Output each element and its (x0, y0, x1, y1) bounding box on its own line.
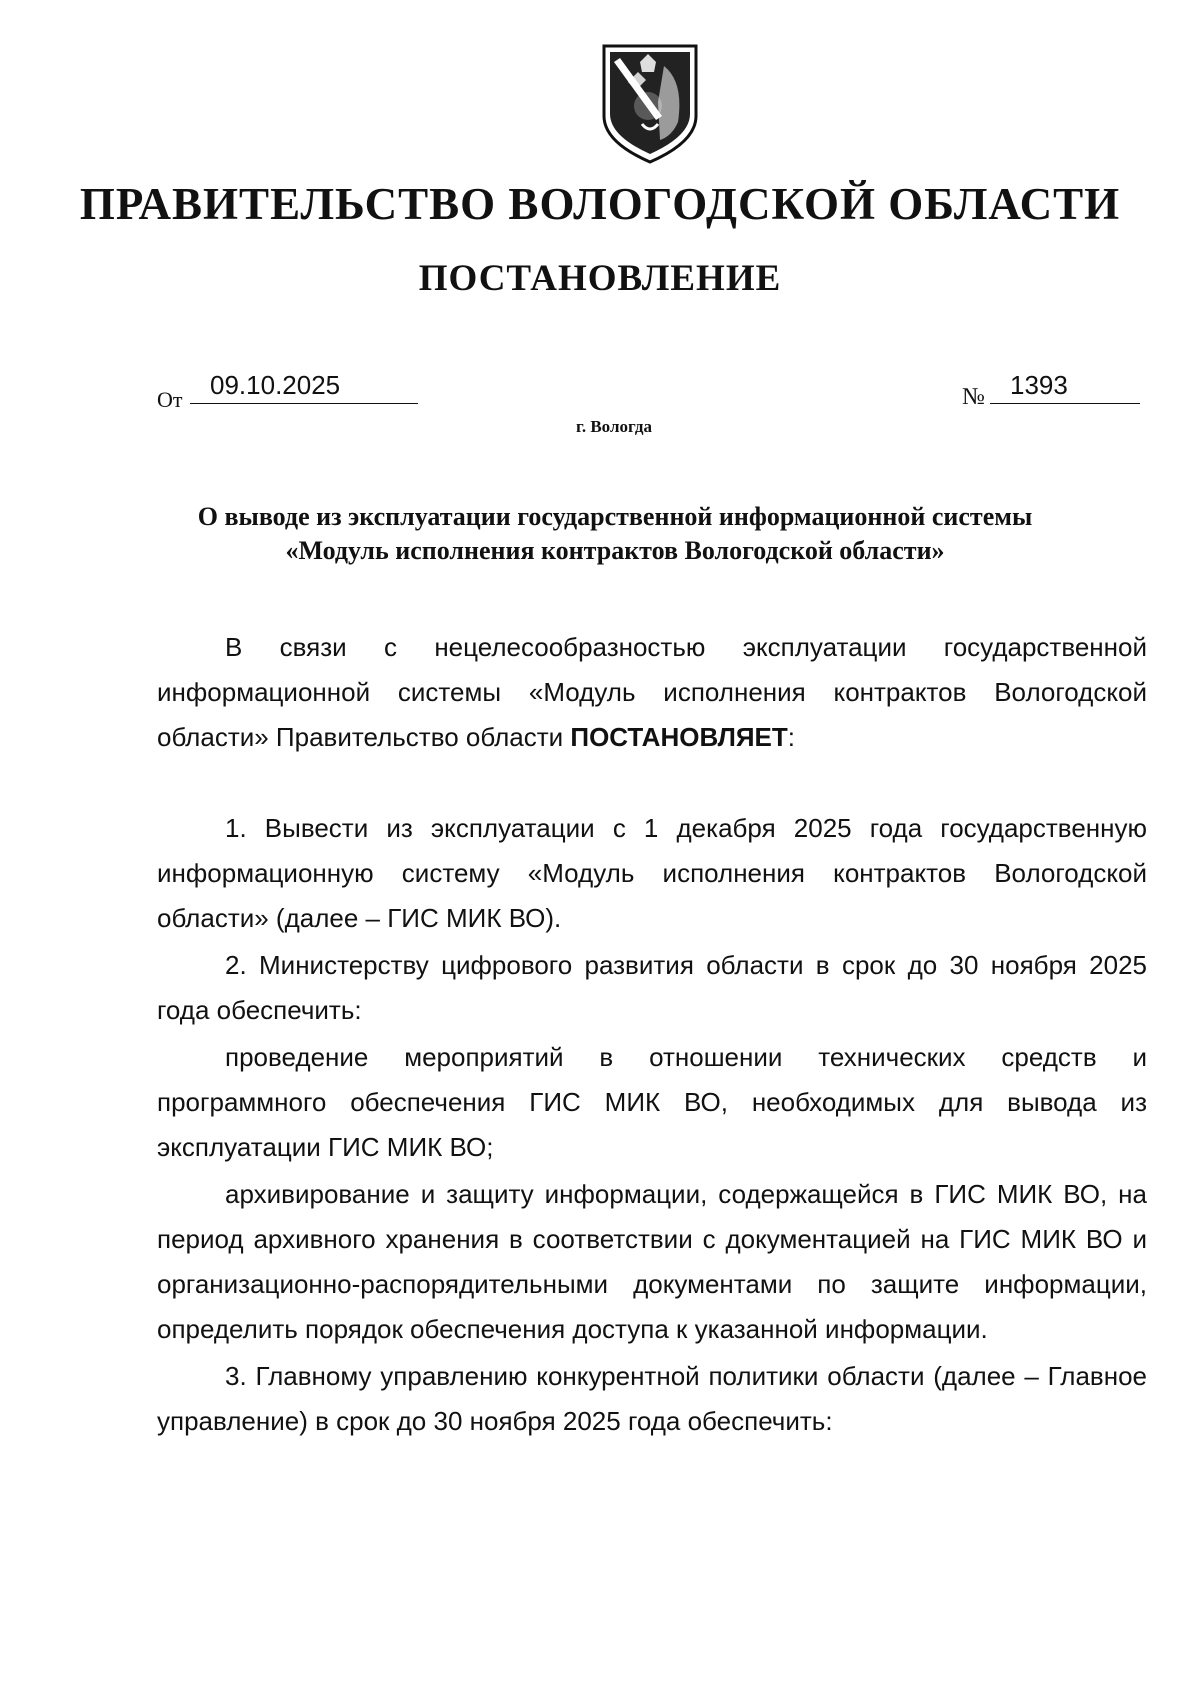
title-line-2: «Модуль исполнения контрактов Вологодской области» (285, 536, 945, 565)
number-value: 1393 (990, 370, 1140, 404)
provision-paragraph: 1. Вывести из эксплуатации с 1 декабря 2025 года государственную информационную систему «Модуль исполнения контрактов Вологодской области» (далее – ГИС МИК ВО). (157, 813, 1147, 933)
number-label: № (962, 384, 985, 410)
intro-tail: : (787, 722, 795, 752)
date-label: От (157, 387, 183, 412)
provision-paragraph: 2. Министерству цифрового развития области в срок до 30 ноября 2025 года обеспечить: (157, 950, 1147, 1025)
intro-paragraph (157, 625, 1147, 760)
city-name: г. Вологда (576, 417, 652, 436)
provision-paragraph: 3. Главному управлению конкурентной политики области (далее – Главное управление) в срок до 30 ноября 2025 года обеспечить: (157, 1361, 1147, 1436)
provision-paragraph: проведение мероприятий в отношении технических средств и программного обеспечения ГИС МИК ВО, необходимых для вывода из эксплуатации ГИС МИК ВО; (157, 1042, 1147, 1162)
intro-text: В связи с нецелесообразностью эксплуатации государственной информационной системы «Модуль исполнения контрактов Вологодской области» Правительство области (157, 632, 1147, 752)
date-value: 09.10.2025 (190, 370, 418, 404)
provisions-section (157, 806, 1147, 1446)
intro-section (157, 625, 1147, 760)
title-line-1: О выводе из эксплуатации государственной информационной системы (197, 502, 1033, 531)
document-type-heading: ПОСТАНОВЛЕНИЕ (418, 258, 782, 299)
document-title (150, 500, 1080, 568)
decree-word: ПОСТАНОВЛЯЕТ (570, 722, 788, 752)
government-heading: ПРАВИТЕЛЬСТВО ВОЛОГОДСКОЙ ОБЛАСТИ (79, 179, 1121, 229)
coat-of-arms-icon (598, 42, 702, 168)
provision-paragraph: архивирование и защиту информации, содержащейся в ГИС МИК ВО, на период архивного хранения в соответствии с документацией на ГИС МИК ВО и организационно-распорядительными документами по защите информации, определить порядок обеспечения доступа к указанной информации. (157, 1179, 1147, 1344)
